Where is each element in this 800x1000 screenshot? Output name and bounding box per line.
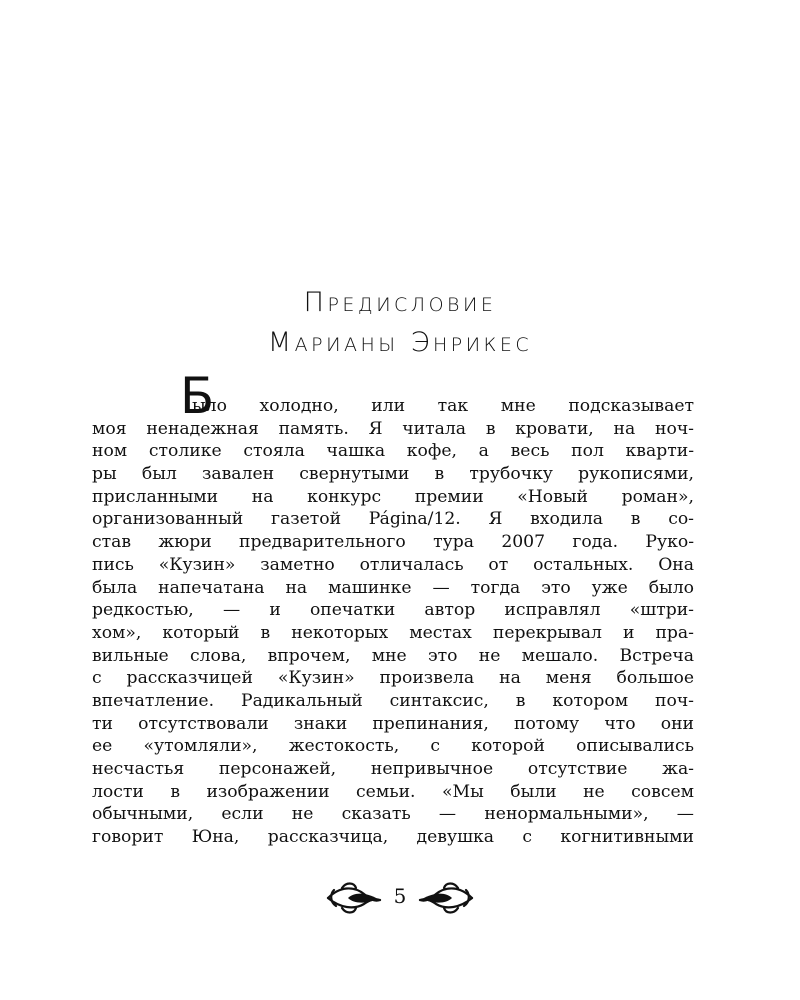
text-line: вильные слова, впрочем, мне это не мешало. Встреча [92, 645, 694, 666]
text-line: ры был завален свернутыми в трубочку рукописями, [92, 464, 694, 485]
text-line: лости в изображении семьи. «Мы были не совсем [92, 781, 694, 802]
text-line: обычными, если не сказать — ненормальными», — [92, 804, 694, 825]
drop-cap: Б [180, 367, 215, 425]
text-line: организованный газетой Página/12. Я входила в со- [92, 509, 694, 530]
folio [320, 878, 480, 918]
text-line: пись «Кузин» заметно отличалась от остальных. Она [92, 554, 694, 575]
text-line: ном столике стояла чашка кофе, а весь пол кварти- [92, 441, 694, 462]
chapter-title-line-1: Предисловие [303, 287, 497, 318]
text-line: редкостью, — и опечатки автор исправлял «штри- [92, 600, 694, 621]
text-line: ее «утомляли», жестокость, с которой описывались [92, 736, 694, 757]
text-line: с рассказчицей «Кузин» произвела на меня большое [92, 668, 694, 689]
text-line: говорит Юна, рассказчица, девушка с когнитивными [92, 827, 694, 848]
text-line: ти отсутствовали знаки препинания, потому что они [92, 713, 694, 734]
text-line: присланными на конкурс премии «Новый роман», [92, 486, 694, 507]
page-number: 5 [393, 884, 407, 908]
text-line: несчастья персонажей, непривычное отсутствие жа- [92, 759, 694, 779]
text-line: став жюри предварительного тура 2007 года. Руко- [92, 532, 694, 553]
text-line: была напечатана на машинке — тогда это уже было [92, 577, 694, 598]
text-line: впечатление. Радикальный синтаксис, в котором поч- [92, 690, 694, 711]
body-text [92, 367, 694, 849]
text-line: моя ненадежная память. Я читала в кровати, на ноч- [92, 418, 694, 439]
text-line: ыло холодно, или так мне подсказывает [192, 396, 694, 416]
text-line: хом», который в некоторых местах перекрывал и пра- [92, 622, 694, 643]
chapter-title [0, 283, 800, 363]
chapter-title-line-2: Марианы Энрикес [267, 327, 533, 358]
